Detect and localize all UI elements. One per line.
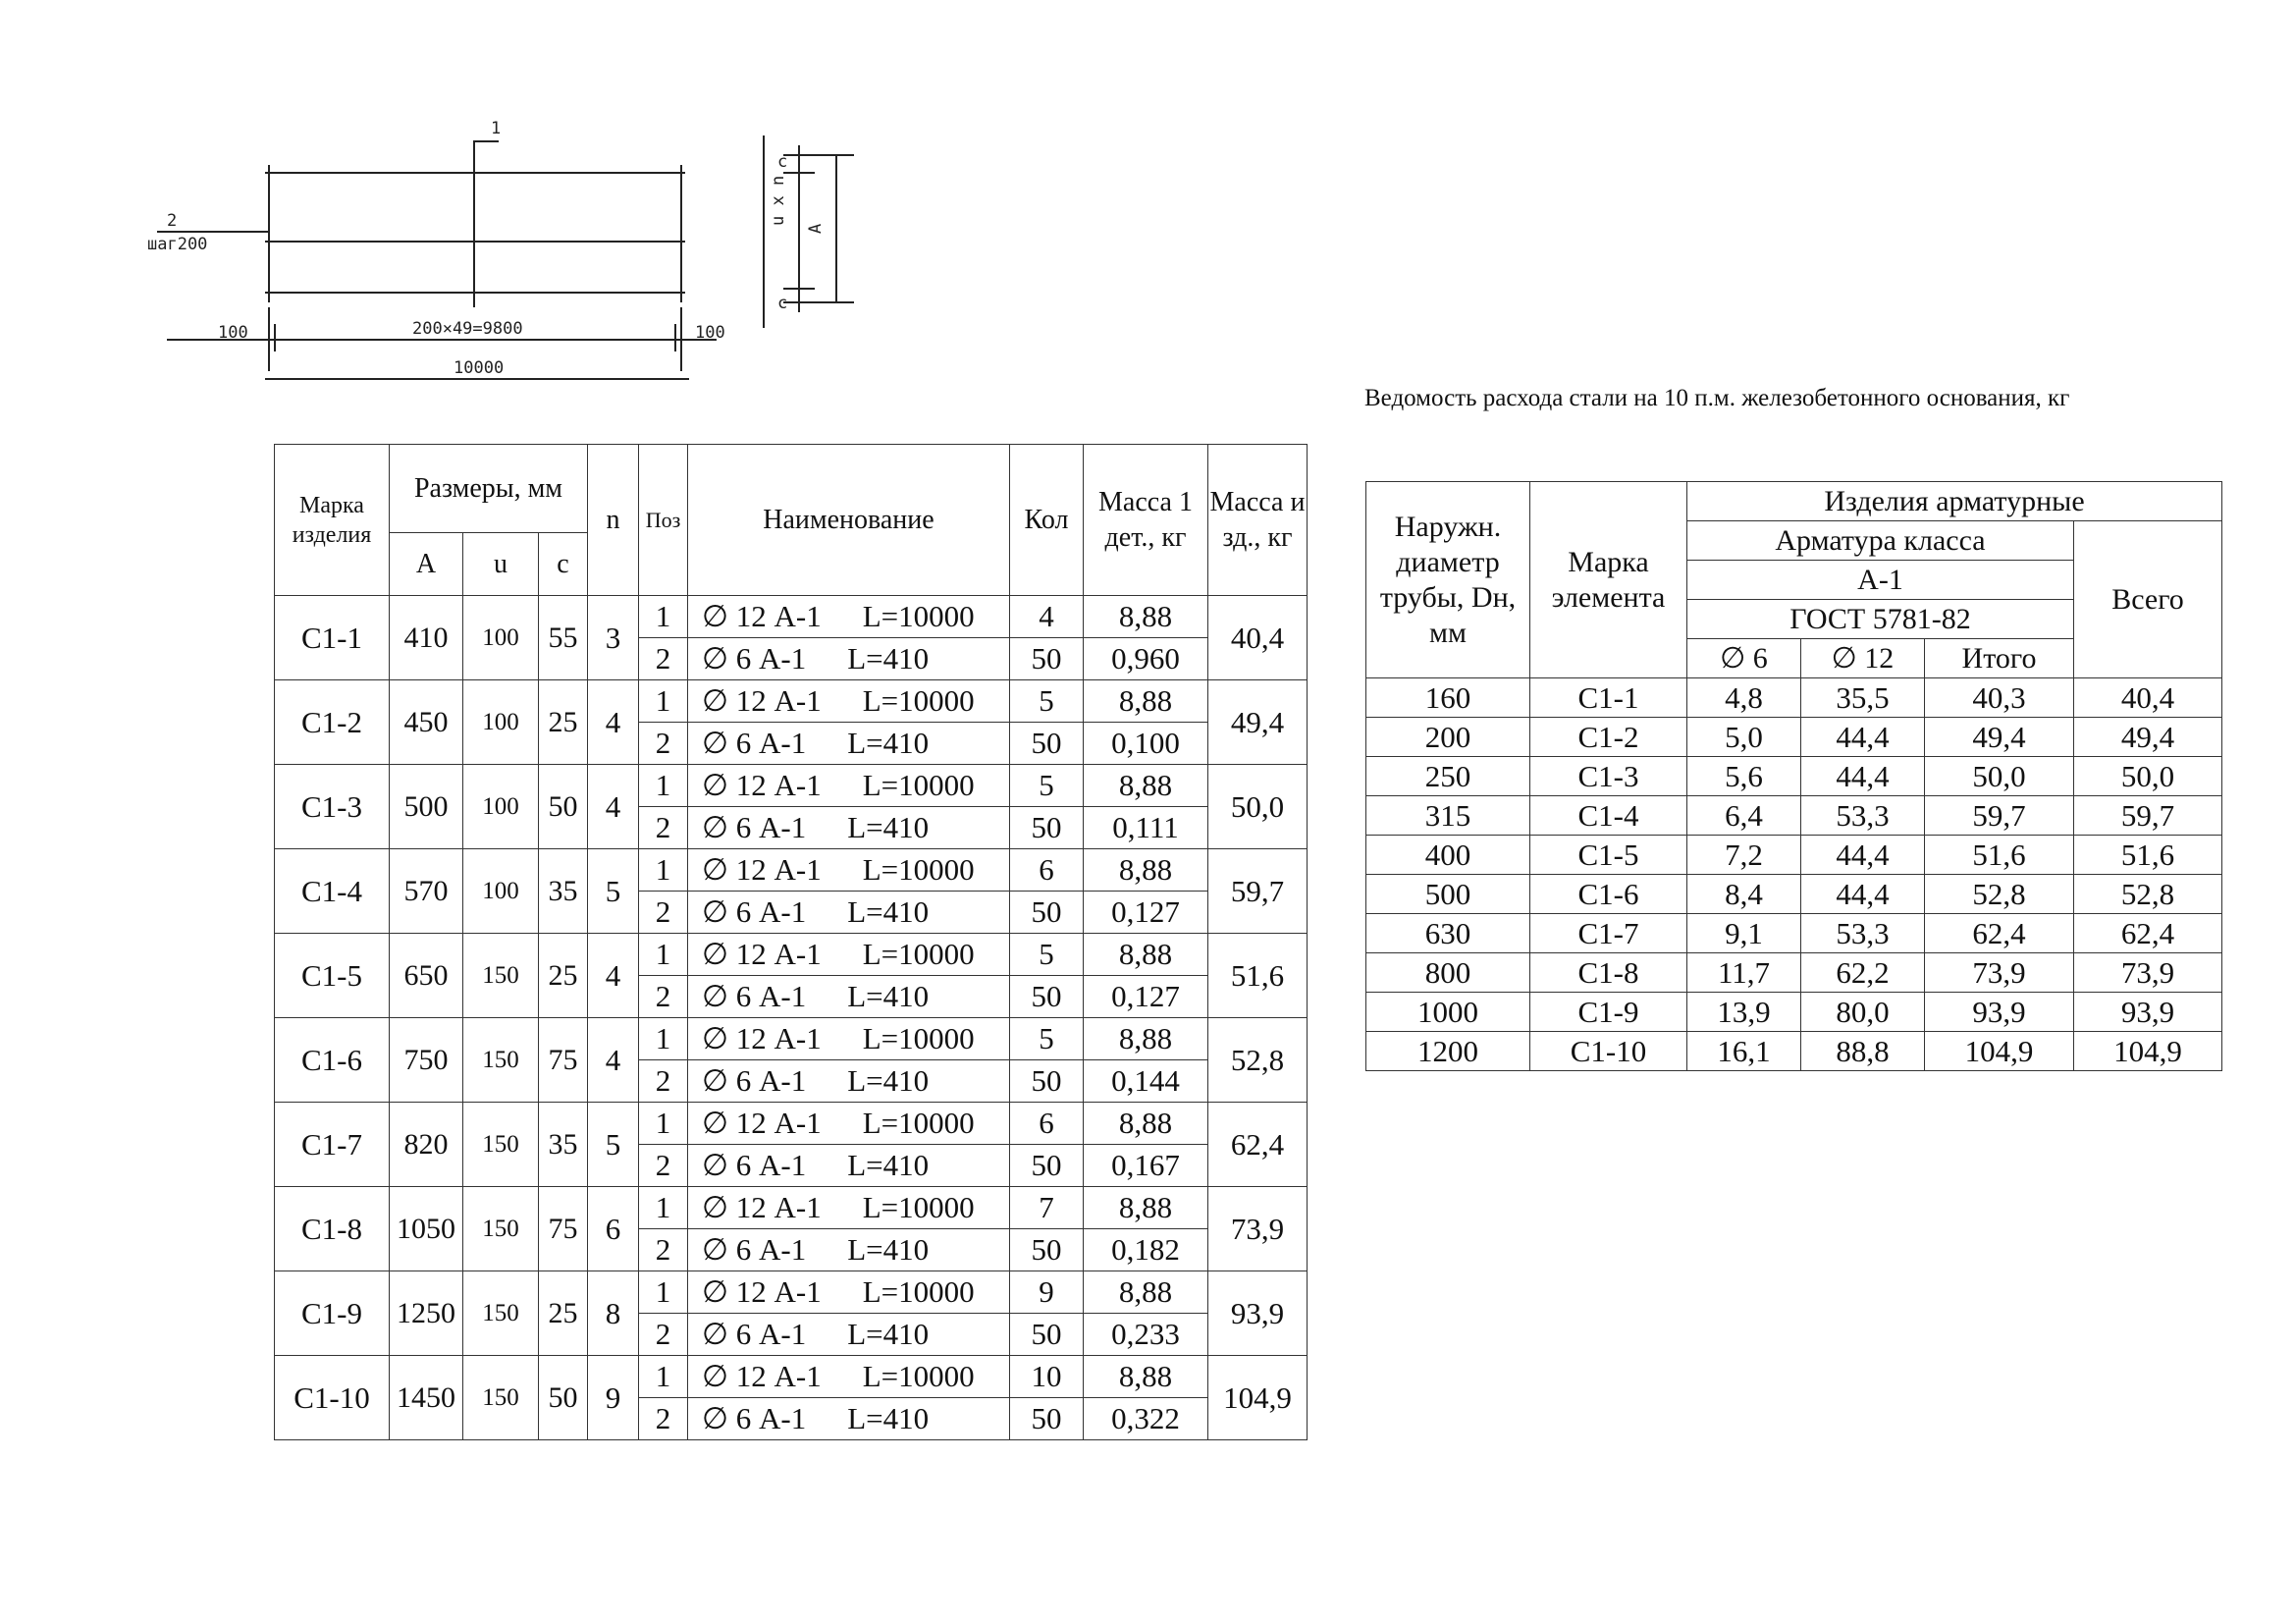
cell-pos: 2 [639,1145,688,1187]
header-diameter: Наружн. диаметр трубы, Dн, мм [1366,482,1530,678]
cell-d6: 5,6 [1687,757,1801,796]
cell-d6: 9,1 [1687,914,1801,953]
cell-element-mark: С1-7 [1530,914,1687,953]
part-length: L=10000 [862,1359,975,1393]
cell-mass-item: 40,4 [1208,596,1308,680]
header-class: А-1 [1687,561,2074,600]
cell-mark: С1-8 [275,1187,390,1271]
spec-row [275,596,1308,638]
cell-part-name [688,596,1010,638]
cell-mark: С1-4 [275,849,390,934]
cell-pos: 1 [639,596,688,638]
cell-total: 59,7 [2074,796,2222,836]
cell-element-mark: С1-5 [1530,836,1687,875]
cell-c: 25 [539,934,588,1018]
cell-qty: 50 [1010,1229,1084,1271]
cell-c: 75 [539,1187,588,1271]
cell-pos: 2 [639,892,688,934]
cell-subtotal: 40,3 [1925,678,2074,718]
part-bar-size: ∅ 6 А-1 [702,641,807,676]
cell-mass-item: 73,9 [1208,1187,1308,1271]
cell-pos: 1 [639,1356,688,1398]
cell-u: 100 [463,849,539,934]
cell-diameter: 800 [1366,953,1530,993]
summary-row [1366,993,2222,1032]
cell-u: 150 [463,1187,539,1271]
part-length: L=410 [847,894,930,929]
summary-row [1366,875,2222,914]
cell-mark: С1-1 [275,596,390,680]
part-bar-size: ∅ 6 А-1 [702,726,807,760]
cell-n: 6 [588,1187,639,1271]
label-pos1: 1 [491,119,502,138]
cell-element-mark: С1-3 [1530,757,1687,796]
cell-mass1: 8,88 [1084,1356,1208,1398]
header-mark: Марка изделия [275,445,390,596]
cell-d12: 62,2 [1801,953,1925,993]
cell-mark: С1-6 [275,1018,390,1103]
cell-mass1: 0,111 [1084,807,1208,849]
cell-qty: 6 [1010,1103,1084,1145]
spec-row [275,1271,1308,1314]
header-gost: ГОСТ 5781-82 [1687,600,2074,639]
cell-total: 51,6 [2074,836,2222,875]
cell-d6: 6,4 [1687,796,1801,836]
cell-qty: 50 [1010,1145,1084,1187]
part-length: L=410 [847,1148,930,1182]
summary-row [1366,678,2222,718]
cell-part-name [688,1271,1010,1314]
cell-d12: 35,5 [1801,678,1925,718]
header-A: A [390,533,463,596]
cell-mark: С1-5 [275,934,390,1018]
cell-total: 40,4 [2074,678,2222,718]
cell-pos: 1 [639,1103,688,1145]
part-bar-size: ∅ 6 А-1 [702,1148,807,1182]
cell-qty: 50 [1010,1398,1084,1440]
cell-pos: 2 [639,723,688,765]
part-bar-size: ∅ 6 А-1 [702,894,807,929]
cell-u: 150 [463,1271,539,1356]
header-products: Изделия арматурные [1687,482,2222,521]
header-dims: Размеры, мм [390,445,588,533]
cell-d6: 8,4 [1687,875,1801,914]
cell-mark: С1-2 [275,680,390,765]
cell-diameter: 630 [1366,914,1530,953]
part-length: L=410 [847,641,930,676]
part-length: L=410 [847,1317,930,1351]
cell-u: 150 [463,1103,539,1187]
cell-qty: 10 [1010,1356,1084,1398]
summary-row [1366,1032,2222,1071]
header-mass1: Масса 1 дет., кг [1084,445,1208,596]
label-section-uxn: u x n [769,175,788,226]
cell-A: 650 [390,934,463,1018]
header-n: n [588,445,639,596]
cell-n: 4 [588,1018,639,1103]
cell-mass1: 0,322 [1084,1398,1208,1440]
cell-qty: 6 [1010,849,1084,892]
summary-row [1366,953,2222,993]
cell-c: 25 [539,680,588,765]
cell-qty: 9 [1010,1271,1084,1314]
header-u: u [463,533,539,596]
part-bar-size: ∅ 12 А-1 [702,852,822,887]
cell-pos: 1 [639,765,688,807]
cell-mass1: 8,88 [1084,1187,1208,1229]
cell-subtotal: 50,0 [1925,757,2074,796]
cell-u: 150 [463,1018,539,1103]
cell-element-mark: С1-8 [1530,953,1687,993]
part-length: L=10000 [862,1106,975,1140]
cell-subtotal: 104,9 [1925,1032,2074,1071]
cell-part-name [688,1018,1010,1060]
cell-diameter: 160 [1366,678,1530,718]
cell-subtotal: 49,4 [1925,718,2074,757]
spec-row [275,849,1308,892]
cell-A: 410 [390,596,463,680]
header-mass-item: Масса изд., кг [1208,445,1308,596]
label-pos2: 2 [167,211,178,231]
cell-element-mark: С1-6 [1530,875,1687,914]
cell-c: 75 [539,1018,588,1103]
cell-mark: С1-7 [275,1103,390,1187]
label-section-c-top: c [777,152,788,172]
cell-part-name [688,638,1010,680]
cell-element-mark: С1-2 [1530,718,1687,757]
cell-part-name [688,807,1010,849]
cell-qty: 5 [1010,1018,1084,1060]
part-bar-size: ∅ 12 А-1 [702,937,822,971]
summary-table-body [1366,678,2222,1071]
cell-element-mark: С1-9 [1530,993,1687,1032]
cell-element-mark: С1-10 [1530,1032,1687,1071]
cell-subtotal: 73,9 [1925,953,2074,993]
cell-A: 820 [390,1103,463,1187]
cell-part-name [688,1229,1010,1271]
cell-pos: 2 [639,1314,688,1356]
cell-subtotal: 59,7 [1925,796,2074,836]
cell-d6: 5,0 [1687,718,1801,757]
cell-d12: 53,3 [1801,914,1925,953]
header-element-mark: Марка элемента [1530,482,1687,678]
part-bar-size: ∅ 12 А-1 [702,1106,822,1140]
cell-part-name [688,934,1010,976]
cell-part-name [688,723,1010,765]
cell-n: 4 [588,765,639,849]
spec-table-body [275,596,1308,1440]
cell-d12: 80,0 [1801,993,1925,1032]
cell-d6: 11,7 [1687,953,1801,993]
cell-d12: 44,4 [1801,757,1925,796]
cell-part-name [688,1103,1010,1145]
summary-row [1366,796,2222,836]
spec-row [275,680,1308,723]
part-bar-size: ∅ 12 А-1 [702,768,822,802]
cell-qty: 50 [1010,976,1084,1018]
cell-part-name [688,1356,1010,1398]
cell-A: 500 [390,765,463,849]
cell-mass1: 0,144 [1084,1060,1208,1103]
cell-n: 5 [588,849,639,934]
cell-n: 9 [588,1356,639,1440]
part-length: L=410 [847,726,930,760]
cell-A: 570 [390,849,463,934]
cell-mass1: 8,88 [1084,680,1208,723]
cell-n: 8 [588,1271,639,1356]
cell-part-name [688,1398,1010,1440]
cell-diameter: 315 [1366,796,1530,836]
cell-mass1: 0,167 [1084,1145,1208,1187]
cell-u: 100 [463,596,539,680]
header-subtotal: Итого [1925,639,2074,678]
cell-mass-item: 93,9 [1208,1271,1308,1356]
cell-element-mark: С1-4 [1530,796,1687,836]
cell-pos: 2 [639,807,688,849]
header-c: c [539,533,588,596]
cell-diameter: 1200 [1366,1032,1530,1071]
cell-mass1: 0,233 [1084,1314,1208,1356]
label-dim-total: 10000 [454,358,505,378]
cell-qty: 7 [1010,1187,1084,1229]
part-bar-size: ∅ 6 А-1 [702,1401,807,1435]
cell-mass1: 8,88 [1084,765,1208,807]
part-length: L=10000 [862,599,975,633]
label-section-c-bottom: c [777,294,788,313]
summary-row [1366,718,2222,757]
cell-diameter: 1000 [1366,993,1530,1032]
cell-subtotal: 62,4 [1925,914,2074,953]
cell-n: 5 [588,1103,639,1187]
cell-n: 4 [588,934,639,1018]
header-name: Наименование [688,445,1010,596]
spec-row [275,1103,1308,1145]
cell-mass1: 0,127 [1084,976,1208,1018]
cell-total: 50,0 [2074,757,2222,796]
cell-pos: 1 [639,680,688,723]
cell-d12: 44,4 [1801,836,1925,875]
cell-pos: 1 [639,1187,688,1229]
label-section-A: A [806,223,826,234]
cell-part-name [688,1314,1010,1356]
part-bar-size: ∅ 12 А-1 [702,683,822,718]
cell-pos: 2 [639,1398,688,1440]
part-length: L=10000 [862,1190,975,1224]
label-step: шаг200 [147,235,208,254]
cell-qty: 50 [1010,1060,1084,1103]
cell-d12: 53,3 [1801,796,1925,836]
cell-subtotal: 51,6 [1925,836,2074,875]
part-bar-size: ∅ 12 А-1 [702,599,822,633]
part-length: L=10000 [862,852,975,887]
spec-row [275,1187,1308,1229]
cell-part-name [688,765,1010,807]
part-length: L=410 [847,1063,930,1098]
cell-n: 4 [588,680,639,765]
cell-d6: 13,9 [1687,993,1801,1032]
mesh-spec-table [274,444,1308,1440]
spec-row [275,1356,1308,1398]
cell-mass1: 0,960 [1084,638,1208,680]
cell-pos: 2 [639,976,688,1018]
header-d12: ∅ 12 [1801,639,1925,678]
cell-part-name [688,1060,1010,1103]
cell-subtotal: 93,9 [1925,993,2074,1032]
cell-part-name [688,1187,1010,1229]
cell-d12: 88,8 [1801,1032,1925,1071]
part-bar-size: ∅ 6 А-1 [702,810,807,844]
cell-part-name [688,1145,1010,1187]
part-length: L=10000 [862,683,975,718]
cell-c: 55 [539,596,588,680]
cell-d12: 44,4 [1801,875,1925,914]
cell-total: 93,9 [2074,993,2222,1032]
cell-qty: 50 [1010,807,1084,849]
summary-row [1366,757,2222,796]
header-rebar-class: Арматура класса [1687,521,2074,561]
cell-total: 104,9 [2074,1032,2222,1071]
cell-qty: 5 [1010,765,1084,807]
cell-mass1: 8,88 [1084,1103,1208,1145]
cell-part-name [688,849,1010,892]
cell-total: 49,4 [2074,718,2222,757]
cell-A: 1450 [390,1356,463,1440]
cell-mass-item: 104,9 [1208,1356,1308,1440]
summary-row [1366,836,2222,875]
cell-mark: С1-9 [275,1271,390,1356]
cell-element-mark: С1-1 [1530,678,1687,718]
cell-u: 150 [463,1356,539,1440]
cell-mass-item: 62,4 [1208,1103,1308,1187]
part-length: L=410 [847,1232,930,1267]
cell-mass1: 8,88 [1084,596,1208,638]
cell-diameter: 400 [1366,836,1530,875]
cell-pos: 1 [639,849,688,892]
spec-row [275,1018,1308,1060]
part-bar-size: ∅ 6 А-1 [702,1063,807,1098]
mesh-drawing [128,116,854,410]
cell-mass1: 0,100 [1084,723,1208,765]
cell-mark: С1-10 [275,1356,390,1440]
cell-d6: 7,2 [1687,836,1801,875]
cell-pos: 2 [639,1060,688,1103]
cell-qty: 5 [1010,934,1084,976]
label-dim-mid: 200×49=9800 [412,319,523,339]
cell-u: 100 [463,765,539,849]
cell-mass1: 0,182 [1084,1229,1208,1271]
cell-mass1: 0,127 [1084,892,1208,934]
part-length: L=410 [847,810,930,844]
cell-total: 73,9 [2074,953,2222,993]
cell-c: 50 [539,765,588,849]
part-bar-size: ∅ 12 А-1 [702,1021,822,1055]
cell-qty: 50 [1010,638,1084,680]
summary-row [1366,914,2222,953]
label-dim-left: 100 [218,323,248,343]
spec-row [275,934,1308,976]
cell-part-name [688,976,1010,1018]
cell-qty: 50 [1010,1314,1084,1356]
label-dim-right: 100 [695,323,725,343]
cell-A: 1250 [390,1271,463,1356]
part-length: L=10000 [862,1274,975,1309]
header-qty: Кол [1010,445,1084,596]
cell-part-name [688,892,1010,934]
cell-subtotal: 52,8 [1925,875,2074,914]
cell-mass1: 8,88 [1084,934,1208,976]
cell-mass1: 8,88 [1084,849,1208,892]
cell-u: 100 [463,680,539,765]
cell-total: 52,8 [2074,875,2222,914]
part-bar-size: ∅ 12 А-1 [702,1359,822,1393]
part-length: L=10000 [862,768,975,802]
cell-pos: 1 [639,1018,688,1060]
part-bar-size: ∅ 6 А-1 [702,979,807,1013]
cell-d12: 44,4 [1801,718,1925,757]
summary-title: Ведомость расхода стали на 10 п.м. железобетонного основания, кг [1364,385,2070,411]
cell-c: 35 [539,1103,588,1187]
cell-total: 62,4 [2074,914,2222,953]
cell-mass-item: 59,7 [1208,849,1308,934]
cell-c: 50 [539,1356,588,1440]
part-bar-size: ∅ 6 А-1 [702,1232,807,1267]
cell-pos: 1 [639,1271,688,1314]
cell-pos: 1 [639,934,688,976]
part-length: L=410 [847,979,930,1013]
cell-c: 25 [539,1271,588,1356]
part-length: L=410 [847,1401,930,1435]
cell-diameter: 500 [1366,875,1530,914]
cell-mark: С1-3 [275,765,390,849]
spec-row [275,765,1308,807]
cell-mass-item: 51,6 [1208,934,1308,1018]
cell-d6: 16,1 [1687,1032,1801,1071]
cell-part-name [688,680,1010,723]
cell-diameter: 250 [1366,757,1530,796]
cell-qty: 4 [1010,596,1084,638]
part-bar-size: ∅ 12 А-1 [702,1274,822,1309]
cell-pos: 2 [639,638,688,680]
cell-qty: 50 [1010,723,1084,765]
cell-u: 150 [463,934,539,1018]
cell-mass-item: 52,8 [1208,1018,1308,1103]
header-total: Всего [2074,521,2222,678]
cell-pos: 2 [639,1229,688,1271]
cell-A: 1050 [390,1187,463,1271]
cell-c: 35 [539,849,588,934]
cell-n: 3 [588,596,639,680]
cell-mass1: 8,88 [1084,1271,1208,1314]
cell-mass-item: 50,0 [1208,765,1308,849]
part-length: L=10000 [862,937,975,971]
cell-qty: 5 [1010,680,1084,723]
cell-A: 750 [390,1018,463,1103]
cell-d6: 4,8 [1687,678,1801,718]
cell-A: 450 [390,680,463,765]
steel-summary-table [1365,481,2222,1071]
cell-qty: 50 [1010,892,1084,934]
cell-mass-item: 49,4 [1208,680,1308,765]
mesh-drawing-svg [128,116,854,410]
header-d6: ∅ 6 [1687,639,1801,678]
part-bar-size: ∅ 6 А-1 [702,1317,807,1351]
part-bar-size: ∅ 12 А-1 [702,1190,822,1224]
cell-mass1: 8,88 [1084,1018,1208,1060]
cell-diameter: 200 [1366,718,1530,757]
part-length: L=10000 [862,1021,975,1055]
header-pos: Поз [639,445,688,596]
